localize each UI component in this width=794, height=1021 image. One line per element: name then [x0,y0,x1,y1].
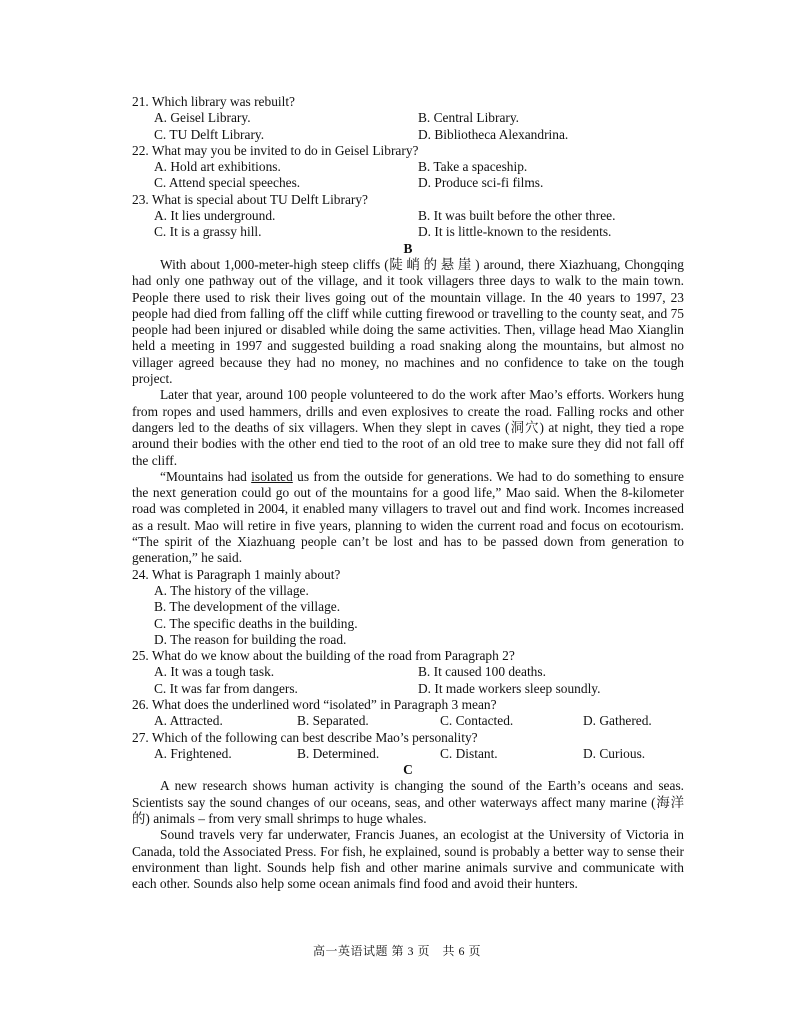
q26-option-b: B. Separated. [297,713,369,729]
q23-option-c: C. It is a grassy hill. [154,224,262,240]
question-27: 27. Which of the following can best describe Mao’s personality? [132,729,478,745]
q21-options-row1 [132,110,684,126]
q22-option-d: D. Produce sci-fi films. [418,175,544,191]
q24-option-b: B. The development of the village. [154,599,341,615]
section-b-heading: B [403,240,413,256]
q24-option-a: A. The history of the village. [154,582,309,598]
passage-c-paragraph-2: Sound travels very far underwater, Francis Juanes, an ecologist at the University of Victoria in Canada, told the Associated Press. For fish, he explained, sound is probably a better way to sense their environment than light. Sounds help fish and other marine animals survive and communicate with each other. Sounds also help some ocean animals find food and avoid their hunters. [132,827,684,892]
q21-option-a: A. Geisel Library. [154,110,251,126]
q25-option-a: A. It was a tough task. [154,664,275,680]
passage-b-paragraph-1 [132,257,684,387]
b-p1-text-start: With about 1,000-meter-high steep cliffs ( [160,256,389,272]
q25-option-c: C. It was far from dangers. [154,680,298,696]
q22-options-row2 [132,175,684,191]
question-26: 26. What does the underlined word “isolated” in Paragraph 3 mean? [132,696,497,712]
question-24: 24. What is Paragraph 1 mainly about? [132,566,341,582]
q23-option-d: D. It is little-known to the residents. [418,224,612,240]
b-p3-text-start: “Mountains had [160,468,252,484]
q26-options [132,713,684,729]
q27-option-b: B. Determined. [297,745,380,761]
q27-option-a: A. Frightened. [154,745,232,761]
q23-option-b: B. It was built before the other three. [418,208,616,224]
q25-option-b: B. It caused 100 deaths. [418,664,546,680]
q23-options-row2 [132,224,684,240]
q21-option-d: D. Bibliotheca Alexandrina. [418,126,569,142]
q27-options [132,746,684,762]
q27-option-c: C. Distant. [440,745,498,761]
q27-option-d: D. Curious. [583,745,646,761]
q22-options-row1 [132,159,684,175]
q26-option-c: C. Contacted. [440,713,514,729]
question-22: 22. What may you be invited to do in Geisel Library? [132,142,419,158]
q22-option-b: B. Take a spaceship. [418,159,528,175]
q22-option-c: C. Attend special speeches. [154,175,301,191]
q21-option-b: B. Central Library. [418,110,520,126]
q25-options-row2 [132,681,684,697]
q21-option-c: C. TU Delft Library. [154,126,265,142]
exam-page [132,94,684,893]
passage-c-paragraph-1: A new research shows human activity is changing the sound of the Earth’s oceans and seas. Scientists say the sound changes of our oceans, seas, and other waterways affect many marine (海洋的) animals – from very small shrimps to huge whales. [132,778,684,827]
question-25: 25. What do we know about the building of the road from Paragraph 2? [132,648,515,664]
q24-option-c: C. The specific deaths in the building. [154,615,358,631]
underlined-word-isolated: isolated [251,468,293,484]
b-p3-text-end: us from the outside for generations. We had to do something to ensure the next generation could go out of the mountains for a good life,” Mao said. When the 8-kilometer road was completed in 2004, it enabled many villagers to travel out and find work. Incomes increased as a result. Mao will retire in five years, planning to widen the current road and focus on ecotourism. “The spirit of the Xiazhuang people can’t be lost and has to be passed down from generation to generation,” he said. [132,468,684,566]
b-p1-chinese-gloss: 陡峭的悬崖 [388,256,476,272]
question-23: 23. What is special about TU Delft Library? [132,191,369,207]
passage-b-paragraph-3 [132,469,684,567]
page-footer: 高一英语试题 第 3 页 共 6 页 [312,944,481,958]
passage-b-paragraph-2: Later that year, around 100 people volunteered to do the work after Mao’s efforts. Workers hung from ropes and used hammers, drills and even explosives to create the road. Falling rocks and other dangers led to the deaths of six villagers. When they slept in caves (洞穴) at night, they tied a rope around their bodies with the other end tied to the root of an old tree to make sure they did not fall off the cliff. [132,387,684,468]
q23-option-a: A. It lies underground. [154,208,276,224]
q26-option-a: A. Attracted. [154,713,223,729]
q26-option-d: D. Gathered. [583,713,652,729]
q23-options-row1 [132,208,684,224]
q21-options-row2 [132,127,684,143]
q25-option-d: D. It made workers sleep soundly. [418,680,601,696]
q22-option-a: A. Hold art exhibitions. [154,159,281,175]
section-c-heading: C [403,762,413,778]
q25-options-row1 [132,664,684,680]
question-21: 21. Which library was rebuilt? [132,94,295,109]
q24-option-d: D. The reason for building the road. [154,631,347,647]
b-p1-text-end: ) around, there Xiazhuang, Chongqing had only one pathway out of the village, and it took villagers three days to walk to the main town. People there used to risk their lives going out of the mountain village. In the 40 years to 1997, 23 people had died from falling off the cliff while cutting firewood or travelling to the county seat, and 75 people had been injured or disabled while doing the same activities. Then, village head Mao Xianglin held a meeting in 1997 and suggested building a road snaking along the mountains, but almost no villager agreed because they had no money, no machines and no confidence to take on the tough project. [132,256,685,387]
